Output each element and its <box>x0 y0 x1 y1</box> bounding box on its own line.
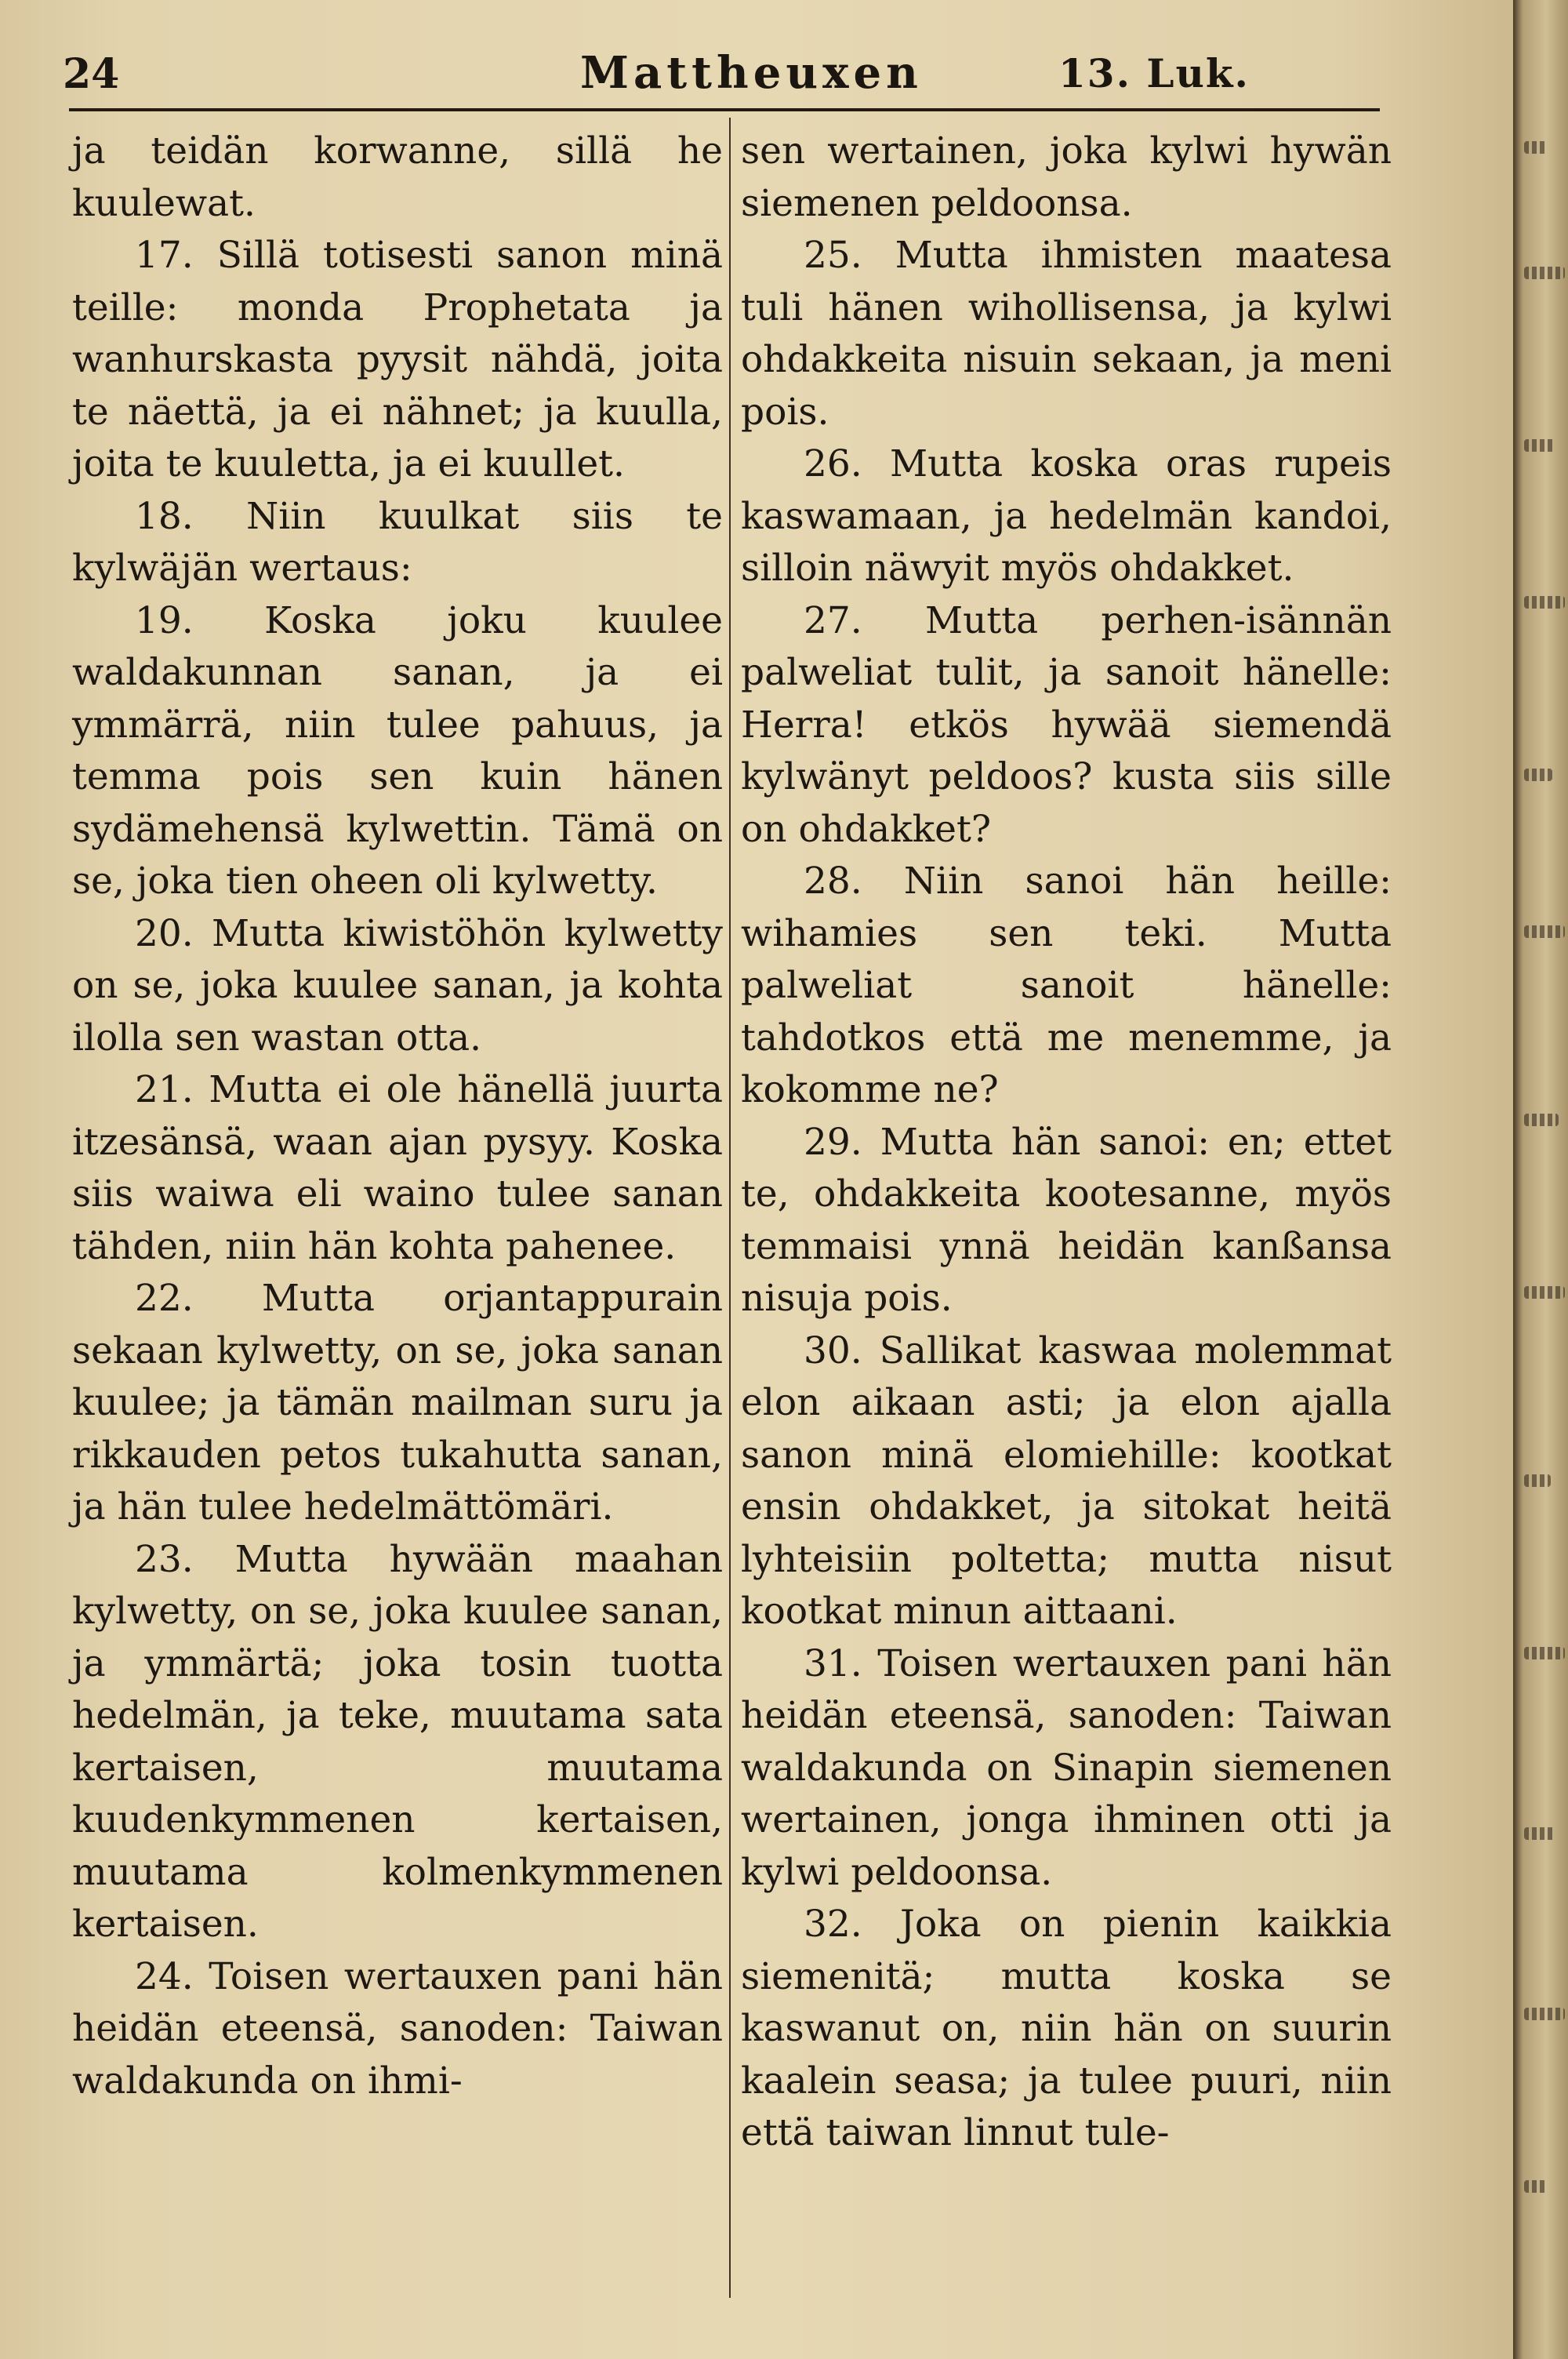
verse-number: 28. <box>804 860 862 903</box>
verse-30 <box>741 1325 1392 1638</box>
verse-23 <box>72 1534 723 1951</box>
verse-25 <box>741 230 1392 438</box>
bleed-through-text <box>1524 1647 1565 1659</box>
bleed-through-text <box>1524 267 1565 279</box>
left-column <box>72 125 723 2107</box>
header-rule <box>69 108 1380 111</box>
verse-number: 19. <box>135 598 194 642</box>
verse-text: Mutta koska oras rupeis kaswamaan, ja hedelmän kandoi, silloin näwyit myös ohdakket. <box>741 442 1392 590</box>
verse-text: Koska joku kuulee waldakunnan sanan, ja ei ymmärrä, niin tulee pahuus, ja temma pois sen kuin hänen sydämehensä kylwettin. Tämä on se, joka tien oheen oli kylwetty. <box>72 598 723 903</box>
bleed-through-text <box>1524 769 1552 781</box>
verse-text: Sillä totisesti sanon minä teille: monda Prophetata ja wanhurskasta pyysit nähdä, joita te näettä, ja ei nähnet; ja kuulla, joita te kuuletta, ja ei kuullet. <box>72 234 723 485</box>
bleed-through-text <box>1524 1286 1565 1299</box>
verse-text: Mutta ei ole hänellä juurta itzesänsä, waan ajan pysyy. Koska siis waiwa eli waino tulee sanan tähden, niin hän kohta pahenee. <box>72 1068 723 1268</box>
bleed-through-text <box>1524 1114 1559 1126</box>
verse-text: Mutta kiwistöhön kylwetty on se, joka kuulee sanan, ja kohta ilolla sen wastan otta. <box>72 911 723 1060</box>
verse-text: Mutta orjantappurain sekaan kylwetty, on se, joka sanan kuulee; ja tämän mailman suru ja rikkauden petos tukahutta sanan, ja hän tulee hedelmättömäri. <box>72 1277 723 1528</box>
chapter-label: 13. Luk. <box>1058 50 1250 96</box>
verse-22 <box>72 1273 723 1534</box>
right-column <box>741 125 1392 2160</box>
verse-number: 32. <box>804 1903 862 1946</box>
verse-number: 17. <box>135 234 194 277</box>
verse-20 <box>72 908 723 1065</box>
verse-18 <box>72 491 723 595</box>
verse-number: 26. <box>804 442 862 485</box>
verse-27 <box>741 595 1392 856</box>
verse-number: 18. <box>135 494 194 538</box>
verse-number: 30. <box>804 1329 862 1372</box>
book-title: Mattheuxen <box>580 47 923 99</box>
verse-text: Sallikat kaswaa molemmat elon aikaan asti; ja elon ajalla sanon minä elomiehille: kootkat ensin ohdakket, ja sitokat heitä lyhteisiin poltetta; mutta nisut kootkat minun aittaani. <box>741 1329 1392 1633</box>
verse-number: 20. <box>135 911 194 955</box>
verse-28 <box>741 856 1392 1117</box>
verse-text: Mutta ihmisten maatesa tuli hänen wihollisensa, ja kylwi ohdakkeita nisuin sekaan, ja meni pois. <box>741 234 1392 434</box>
verse-29 <box>741 1117 1392 1325</box>
verse-number: 27. <box>804 598 862 642</box>
verse-number: 31. <box>804 1641 862 1685</box>
verse-24 <box>72 1951 723 2108</box>
adjacent-page-edge <box>1513 0 1568 2359</box>
verse-text: Niin kuulkat siis te kylwäjän wertaus: <box>72 494 723 590</box>
verse-number: 21. <box>135 1068 194 1111</box>
verse-number: 23. <box>135 1537 194 1581</box>
verse-26 <box>741 438 1392 595</box>
bleed-through-text <box>1524 439 1555 452</box>
verse-21 <box>72 1064 723 1273</box>
bleed-through-text <box>1524 2008 1565 2020</box>
verse-text: Mutta hywään maahan kylwetty, on se, joka kuulee sanan, ja ymmärtä; joka tosin tuotta hedelmän, ja teke, muutama sata kertaisen, muutama kuudenkymmenen kertaisen, muutama kolmenkymmenen kertaisen. <box>72 1537 723 1946</box>
verse-32 <box>741 1899 1392 2160</box>
verse-number: 22. <box>135 1277 194 1320</box>
verse-continuation: sen wertainen, joka kylwi hywän siemenen peldoonsa. <box>741 129 1392 225</box>
verse-number: 25. <box>804 234 862 277</box>
verse-text: Toisen wertauxen pani hän heidän eteensä, sanoden: Taiwan waldakunda on Sinapin siemenen wertainen, jonga ihminen otti ja kylwi peldoonsa. <box>741 1641 1392 1894</box>
verse-continuation: ja teidän korwanne, sillä he kuulewat. <box>72 129 723 225</box>
verse-31 <box>741 1638 1392 1899</box>
bleed-through-text <box>1524 141 1548 154</box>
running-head <box>63 31 1380 102</box>
bleed-through-text <box>1524 1474 1551 1487</box>
verse-number: 29. <box>804 1120 862 1164</box>
bleed-through-text <box>1524 2180 1548 2193</box>
bleed-through-text <box>1524 1827 1555 1840</box>
page-number: 24 <box>63 50 120 98</box>
verse-text: Toisen wertauxen pani hän heidän eteensä, sanoden: Taiwan waldakunda on ihmi- <box>72 1954 723 2103</box>
verse-19 <box>72 595 723 908</box>
verse-text: Niin sanoi hän heille: wihamies sen teki. Mutta palweliat sanoit hänelle: tahdotkos että me menemme, ja kokomme ne? <box>741 860 1392 1111</box>
column-divider <box>729 118 731 2298</box>
verse-text: Mutta perhen-isännän palweliat tulit, ja sanoit hänelle: Herra! etkös hywää siemendä kylwänyt peldoos? kusta siis sille on ohdakket? <box>741 598 1392 851</box>
bleed-through-text <box>1524 925 1565 938</box>
bleed-through-text <box>1524 596 1565 609</box>
verse-text: Mutta hän sanoi: en; ettet te, ohdakkeita kootesanne, myös temmaisi ynnä heidän kanßansa nisuja pois. <box>741 1120 1392 1320</box>
verse-17 <box>72 230 723 491</box>
verse-number: 24. <box>135 1954 194 1998</box>
verse-text: Joka on pienin kaikkia siemenitä; mutta koska se kaswanut on, niin hän on suurin kaalein seasa; ja tulee puuri, niin että taiwan linnut tule- <box>741 1903 1392 2154</box>
